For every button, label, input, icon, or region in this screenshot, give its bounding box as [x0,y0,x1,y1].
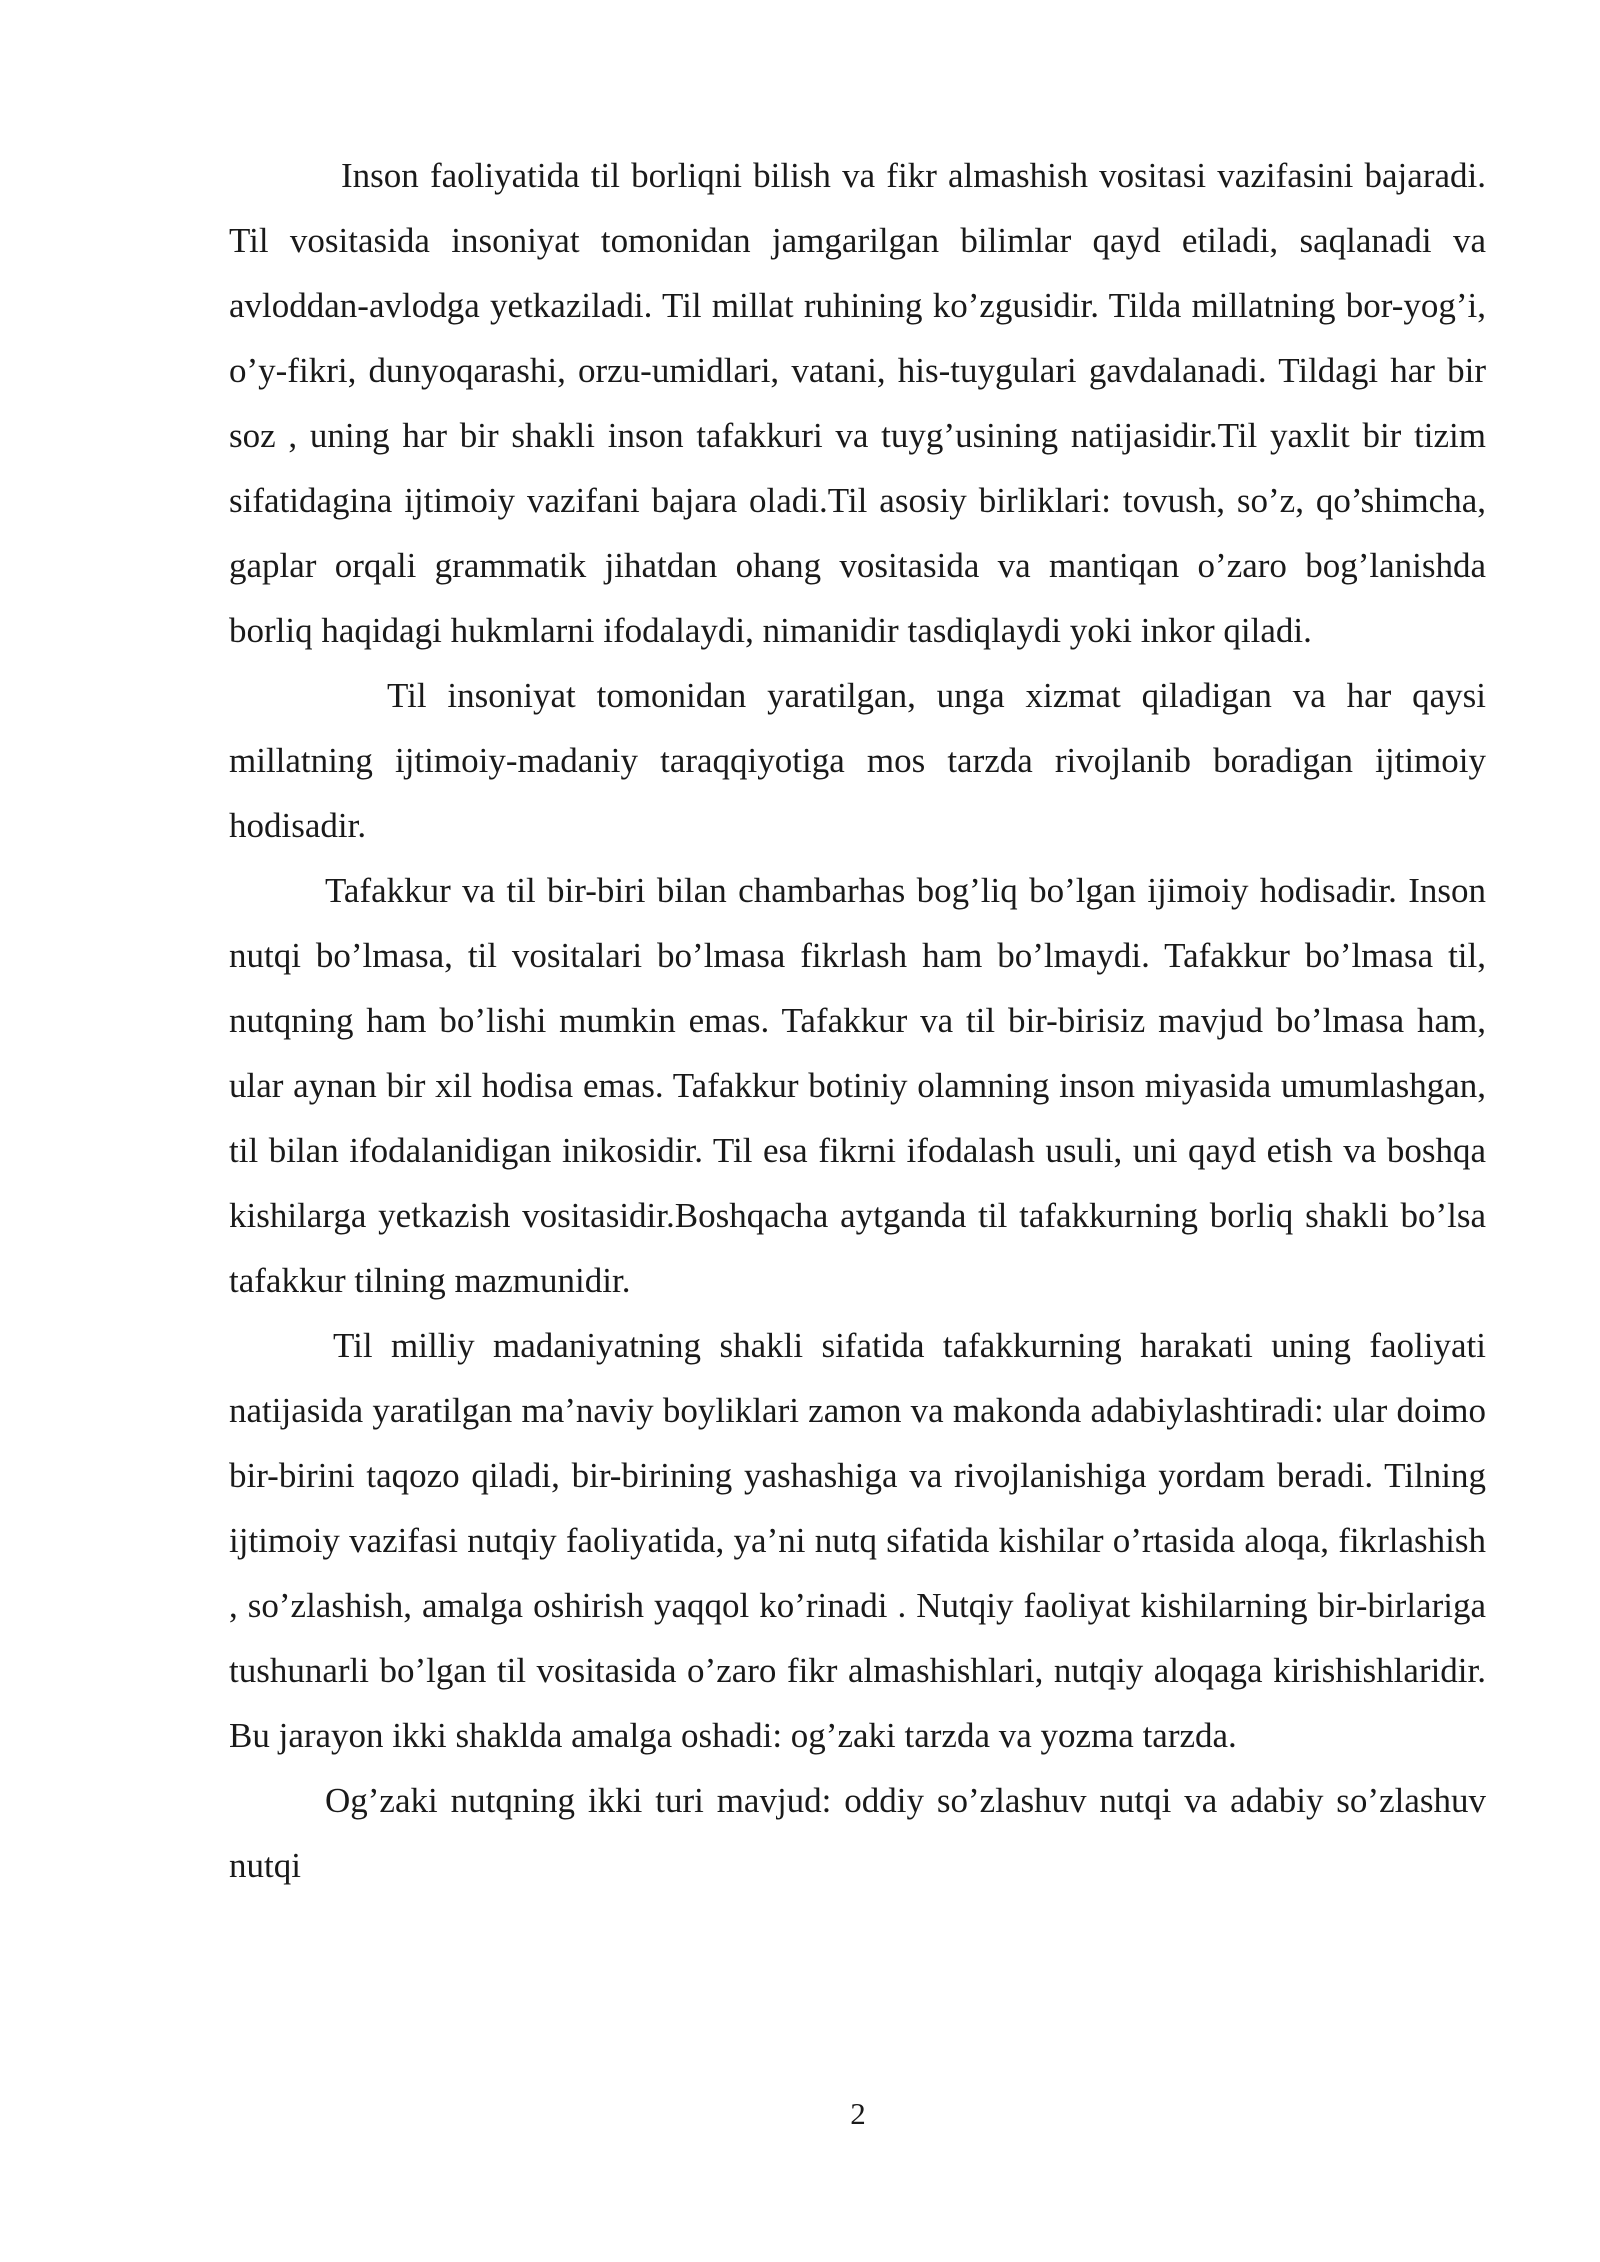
paragraph-3: Tafakkur va til bir-biri bilan chambarhas bog’liq bo’lgan ijimoiy hodisadir. Inson nutqi bo’lmasa, til vositalari bo’lmasa fikrlash ham bo’lmaydi. Tafakkur bo’lmasa til, nutqning ham bo’lishi mumkin emas. Tafakkur va til bir-birisiz mavjud bo’lmasa ham, ular aynan bir xil hodisa emas. Tafakkur botiniy olamning inson miyasida umumlashgan, til bilan ifodalanidigan inikosidir. Til esa fikrni ifodalash usuli, uni qayd etish va boshqa kishilarga yetkazish vositasidir.Boshqacha aytganda til tafakkurning borliq shakli bo’lsa tafakkur tilning mazmunidir. [229,871,1486,1300]
page-number: 2 [850,2096,866,2131]
body-text [229,143,1486,1898]
paragraph-1: Inson faoliyatida til borliqni bilish va fikr almashish vositasi vazifasini bajaradi. Til vositasida insoniyat tomonidan jamgarilgan bilimlar qayd etiladi, saqlanadi va avloddan-avlodga yetkaziladi. Til millat ruhining ko’zgusidir. Tilda millatning bor-yog’i, o’y-fikri, dunyoqarashi, orzu-umidlari, vatani, his-tuygulari gavdalanadi. Tildagi har bir soz , uning har bir shakli inson tafakkuri va tuyg’usining natijasidir.Til yaxlit bir tizim sifatidagina ijtimoiy vazifani bajara oladi.Til asosiy birliklari: tovush, so’z, qo’shimcha, gaplar orqali grammatik jihatdan ohang vositasida va mantiqan o’zaro bog’lanishda borliq haqidagi hukmlarni ifodalaydi, nimanidir tasdiqlaydi yoki inkor qiladi. [229,156,1486,650]
paragraph-5: Og’zaki nutqning ikki turi mavjud: oddiy so’zlashuv nutqi va adabiy so’zlashuv nutqi [229,1781,1486,1885]
paragraph-4: Til milliy madaniyatning shakli sifatida tafakkurning harakati uning faoliyati natijasida yaratilgan ma’naviy boyliklari zamon va makonda adabiylashtiradi: ular doimo bir-birini taqozo qiladi, bir-birining yashashiga va rivojlanishiga yordam beradi. Tilning ijtimoiy vazifasi nutqiy faoliyatida, ya’ni nutq sifatida kishilar o’rtasida aloqa, fikrlashish , so’zlashish, amalga oshirish yaqqol ko’rinadi . Nutqiy faoliyat kishilarning bir-birlariga tushunarli bo’lgan til vositasida o’zaro fikr almashishlari, nutqiy aloqaga kirishishlaridir. Bu jarayon ikki shaklda amalga oshadi: og’zaki tarzda va yozma tarzda. [229,1326,1486,1755]
paragraph-2: Til insoniyat tomonidan yaratilgan, unga xizmat qiladigan va har qaysi millatning ijtimoiy-madaniy taraqqiyotiga mos tarzda rivojlanib boradigan ijtimoiy hodisadir. [229,676,1486,845]
